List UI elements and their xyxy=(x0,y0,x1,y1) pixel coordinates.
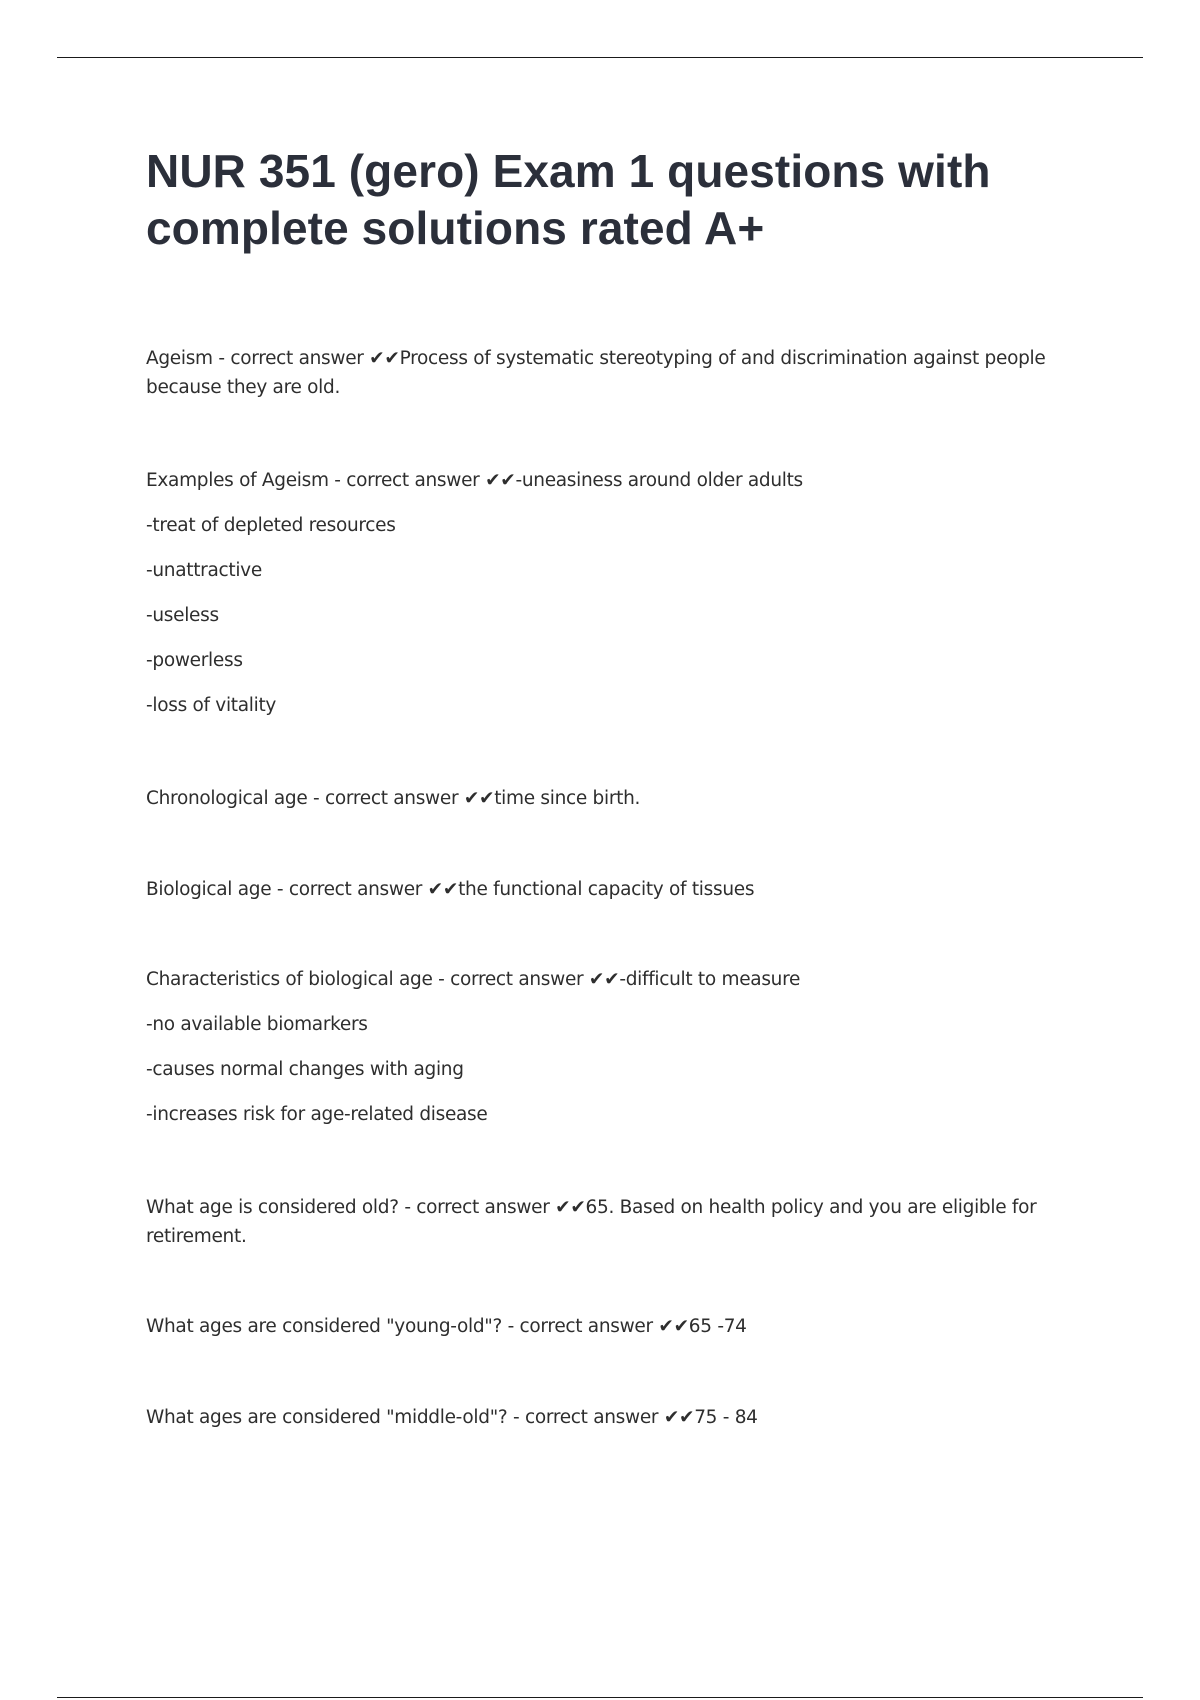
entry-list-item: -treat of depleted resources xyxy=(146,515,396,536)
header-rule xyxy=(57,57,1143,58)
entry-list-item: -no available biomarkers xyxy=(146,1014,368,1035)
entry-list-item: -increases risk for age-related disease xyxy=(146,1104,488,1125)
entry-list-item: -loss of vitality xyxy=(146,695,277,716)
document-title: NUR 351 (gero) Exam 1 questions with complete solutions rated A+ xyxy=(146,145,991,254)
entry-examples-of-ageism xyxy=(146,466,1066,736)
entry-text: Examples of Ageism - correct answer ✔✔-uneasiness around older adults xyxy=(146,470,803,491)
footer-rule xyxy=(57,1697,1143,1698)
entry-text: What ages are considered "middle-old"? - correct answer ✔✔75 - 84 xyxy=(146,1407,758,1428)
entry-text: Biological age - correct answer ✔✔the functional capacity of tissues xyxy=(146,879,755,900)
entry-young-old xyxy=(146,1312,1066,1357)
entry-chronological-age xyxy=(146,784,1066,829)
entry-biological-age xyxy=(146,875,1066,920)
entry-age-considered-old xyxy=(146,1193,1066,1251)
entry-text: Ageism - correct answer ✔✔Process of systematic stereotyping of and discrimination against people because they are old. xyxy=(146,348,1046,398)
entry-list-item: -unattractive xyxy=(146,560,262,581)
entry-text: Chronological age - correct answer ✔✔time since birth. xyxy=(146,788,641,809)
entry-text: Characteristics of biological age - correct answer ✔✔-difficult to measure xyxy=(146,969,801,990)
entry-middle-old xyxy=(146,1403,1066,1448)
entry-list-item: -causes normal changes with aging xyxy=(146,1059,464,1080)
entry-list-item: -powerless xyxy=(146,650,243,671)
entry-text: What ages are considered "young-old"? - correct answer ✔✔65 -74 xyxy=(146,1316,747,1337)
entry-characteristics-biological-age xyxy=(146,965,1066,1145)
entry-ageism xyxy=(146,344,1066,402)
entry-text: What age is considered old? - correct answer ✔✔65. Based on health policy and you are eligible for retirement. xyxy=(146,1197,1037,1247)
entry-list-item: -useless xyxy=(146,605,219,626)
